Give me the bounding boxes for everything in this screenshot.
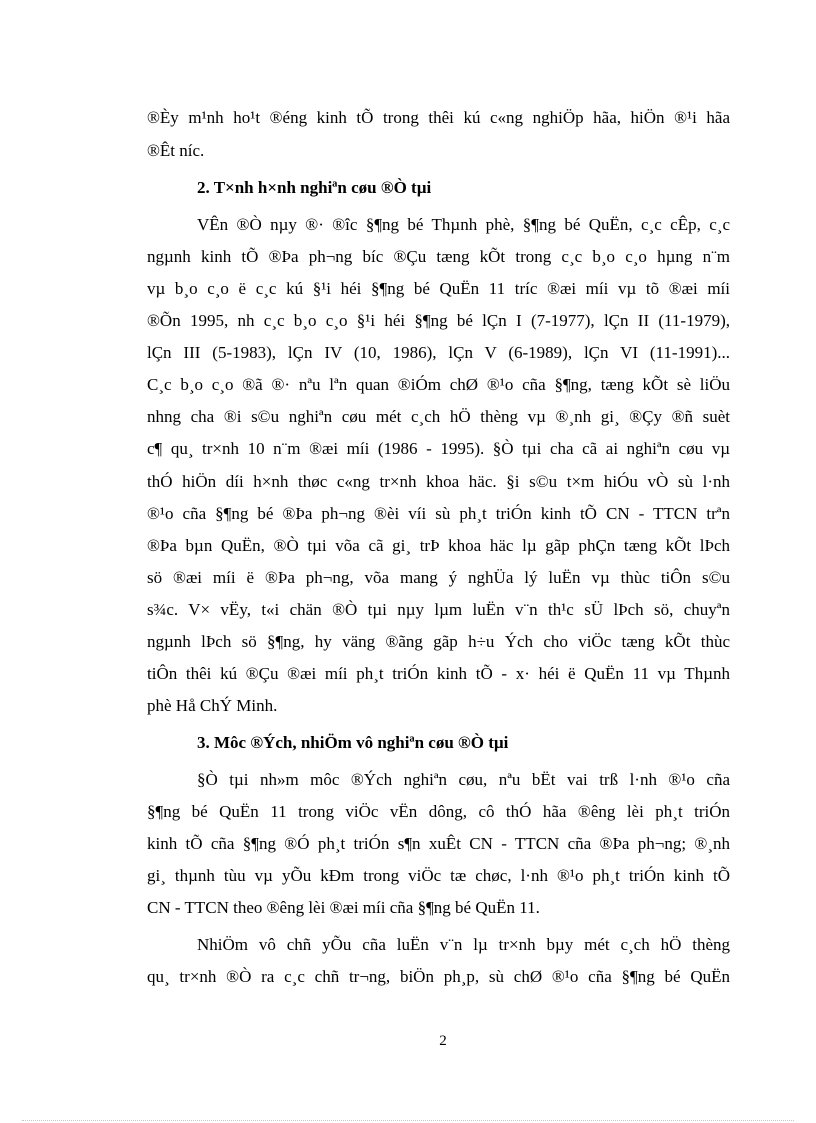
body-text-line: phè Hå ChÝ Minh. bbox=[147, 696, 278, 715]
body-text-line: C¸c b¸o c¸o ®ã ®· nªu lªn quan ®iÓm chØ ®¹o cña §¶ng, tæng kÕt sè liÖu bbox=[147, 375, 730, 394]
body-text-line: c¶ qu¸ tr×nh 10 n¨m ®æi míi (1986 - 1995). §Ò tµi cha cã ai nghiªn cøu vµ bbox=[147, 439, 730, 458]
body-text-line: ngµnh lÞch sö §¶ng, hy väng ®ãng gãp h÷u Ých cho viÖc tæng kÕt thùc bbox=[147, 632, 730, 651]
body-text-line: lÇn III (5-1983), lÇn IV (10, 1986), lÇn V (6-1989), lÇn VI (11-1991)... bbox=[147, 343, 730, 362]
section-heading: 2. T×nh h×nh nghiªn cøu ®Ò tµi bbox=[197, 178, 432, 197]
body-text-line: thÓ hiÖn díi h×nh thøc c«ng tr×nh khoa häc. §i s©u t×m hiÓu vÒ sù l·nh bbox=[147, 472, 730, 491]
body-text-line: s¾c. V× vËy, t«i chän ®Ò tµi nµy lµm luËn v¨n th¹c sÜ lÞch sö, chuyªn bbox=[147, 600, 730, 619]
body-text-line: NhiÖm vô chñ yÕu cña luËn v¨n lµ tr×nh bµy mét c¸ch hÖ thèng bbox=[197, 935, 730, 954]
body-text-line: ®Êt níc. bbox=[147, 141, 205, 160]
body-text-line: tiÔn thêi kú ®Çu ®æi míi ph¸t triÓn kinh tÕ - x· héi ë QuËn 11 vµ Thµnh bbox=[147, 664, 730, 683]
page-number: 2 bbox=[439, 1033, 447, 1049]
body-text-line: ngµnh kinh tÕ ®Þa ph¬ng bíc ®Çu tæng kÕt trong c¸c b¸o c¸o hµng n¨m bbox=[147, 247, 730, 266]
body-text-line: nhng cha ®i s©u nghiªn cøu mét c¸ch hÖ thèng vµ ®¸nh gi¸ ®Çy ®ñ suèt bbox=[147, 407, 730, 426]
body-text-line: gi¸ thµnh tùu vµ yÕu kÐm trong viÖc tæ chøc, l·nh ®¹o ph¸t triÓn kinh tÕ bbox=[147, 866, 730, 885]
body-text-line: ®¹o cña §¶ng bé ®Þa ph¬ng ®èi víi sù ph¸t triÓn kinh tÕ CN - TTCN trªn bbox=[147, 504, 730, 523]
body-text-line: kinh tÕ cña §¶ng ®Ó ph¸t triÓn s¶n xuÊt CN - TTCN cña ®Þa ph¬ng; ®¸nh bbox=[147, 834, 730, 853]
page-bottom-rule bbox=[22, 1120, 794, 1121]
body-text-line: §Ò tµi nh»m môc ®Ých nghiªn cøu, nªu bËt vai trß l·nh ®¹o cña bbox=[197, 770, 730, 789]
body-text-line: sö ®æi míi ë ®Þa ph¬ng, võa mang ý nghÜa lý luËn vµ thùc tiÔn s©u bbox=[147, 568, 730, 587]
body-text-line: ®Èy m¹nh ho¹t ®éng kinh tÕ trong thêi kú c«ng nghiÖp hãa, hiÖn ®¹i hãa bbox=[147, 108, 730, 127]
body-text-line: VÊn ®Ò nµy ®· ®îc §¶ng bé Thµnh phè, §¶ng bé QuËn, c¸c cÊp, c¸c bbox=[197, 215, 730, 234]
body-text-line: ®Þa bµn QuËn, ®Ò tµi võa cã gi¸ trÞ khoa häc lµ gãp phÇn tæng kÕt lÞch bbox=[147, 536, 730, 555]
body-text-line: qu¸ tr×nh ®Ò ra c¸c chñ tr¬ng, biÖn ph¸p, sù chØ ®¹o cña §¶ng bé QuËn bbox=[147, 967, 730, 986]
body-text-line: CN - TTCN theo ®êng lèi ®æi míi cña §¶ng bé QuËn 11. bbox=[147, 898, 540, 917]
body-text-line: ®Õn 1995, nh c¸c b¸o c¸o §¹i héi §¶ng bé lÇn I (7-1977), lÇn II (11-1979), bbox=[147, 311, 730, 330]
section-heading: 3. Môc ®Ých, nhiÖm vô nghiªn cøu ®Ò tµi bbox=[197, 733, 509, 752]
body-text-line: vµ b¸o c¸o ë c¸c kú §¹i héi §¶ng bé QuËn 11 tríc ®æi míi vµ tõ ®æi míi bbox=[147, 279, 730, 298]
body-text-line: §¶ng bé QuËn 11 trong viÖc vËn dông, cô thÓ hãa ®êng lèi ph¸t triÓn bbox=[147, 802, 730, 821]
